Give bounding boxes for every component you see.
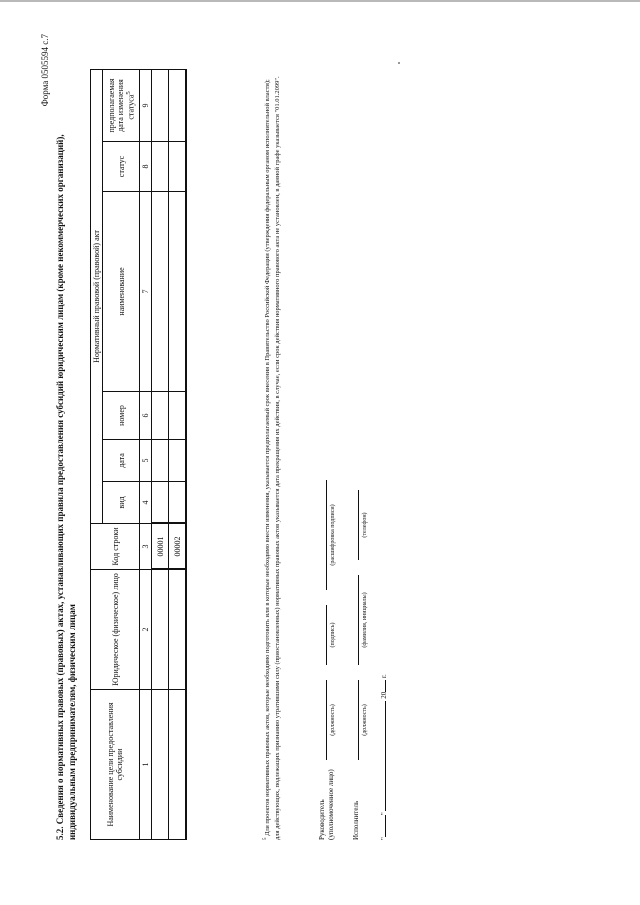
- cell-kind: [152, 482, 169, 524]
- head-position-line: [326, 680, 327, 760]
- executor-phone-line: [358, 490, 359, 560]
- cap-fio: (фамилия, инициалы): [362, 592, 368, 648]
- col-number-2: 2: [140, 570, 152, 690]
- footnote: [262, 70, 283, 840]
- cell-date: [169, 440, 187, 482]
- cell-purpose: [152, 690, 169, 840]
- head-sublabel: (уполномоченное лицо): [327, 769, 335, 840]
- th-npa-group: Нормативный правовой (правовой) акт: [91, 69, 103, 523]
- cap-phone: (телефон): [362, 512, 368, 538]
- th-number: номер: [103, 392, 140, 440]
- cap-signature: (подпись): [330, 622, 336, 648]
- th-purpose: Наименование цели предоставления субсидии: [91, 690, 140, 840]
- th-code: Код строки: [91, 524, 140, 570]
- cap-decode: (расшифровка подписи): [330, 504, 336, 566]
- date-quote-open: ": [380, 837, 388, 840]
- col-number-4: 4: [140, 482, 152, 524]
- col-number-7: 7: [140, 192, 152, 392]
- date-year-prefix: 20: [380, 691, 388, 699]
- cell-name: [152, 192, 169, 392]
- scan-edge-line: [0, 0, 640, 2]
- cap-position: (должность): [330, 704, 336, 736]
- cell-code: 00001: [152, 524, 169, 570]
- cell-entity: [169, 570, 187, 690]
- table-row: [169, 69, 187, 839]
- col-number-6: 6: [140, 392, 152, 440]
- col-number-5: 5: [140, 440, 152, 482]
- footnote-text: Для проектов нормативных правовых актов, которые необходимо подготовить или в которые необходимо внести изменения, указывается предполагаемый срок внесения в Правительство Российской Федерации (утверждения федеральным органом исполнительной власти); для действующих, подлежащих признанию утратившими силу (приостановленных) нормативных правовых актов указывается дата прекращения их действия, в случае, если срок действия нормативного правового акта не установлен, в данной графе указывается "01.01.2099".: [264, 76, 282, 840]
- executor-label: Исполнитель: [352, 800, 360, 840]
- col-number-8: 8: [140, 142, 152, 192]
- cell-status: [152, 142, 169, 192]
- section-heading: 5.2. Сведения о нормативных правовых (правовых) актах, устанавливающих правила предоставления субсидий юридическим лицам (кроме некоммерческих организаций), индивидуальным предпринимателям, физическим лицам: [55, 134, 78, 840]
- head-signature-line: [326, 605, 327, 665]
- date-line-block: [380, 674, 388, 840]
- col-number-3: 3: [140, 524, 152, 570]
- cell-status-date: [169, 69, 187, 141]
- rotated-page: [40, 30, 600, 870]
- th-status-date-text: предполагаемая дата изменения статуса: [106, 78, 136, 133]
- cell-status-date: [152, 69, 169, 141]
- head-decode-line: [326, 480, 327, 590]
- th-date: дата: [103, 440, 140, 482]
- npa-table: [90, 69, 187, 840]
- cell-kind: [169, 482, 187, 524]
- cell-number: [152, 392, 169, 440]
- col-number-9: 9: [140, 69, 152, 141]
- th-name: наименование: [103, 192, 140, 392]
- cell-number: [169, 392, 187, 440]
- th-status-date: [103, 69, 140, 141]
- cell-code: 00002: [169, 524, 187, 570]
- cap-executor-position: (должность): [362, 704, 368, 736]
- th-status-date-footnote-ref: 5: [124, 91, 132, 95]
- col-number-1: 1: [140, 690, 152, 840]
- table-row: [152, 69, 169, 839]
- cell-entity: [152, 570, 169, 690]
- date-month-blank: [385, 701, 386, 811]
- executor-fio-line: [358, 575, 359, 665]
- form-number: Форма 0505594 с.7: [40, 34, 50, 107]
- cell-purpose: [169, 690, 187, 840]
- th-kind: вид: [103, 482, 140, 524]
- footnote-marker: 5: [263, 837, 268, 840]
- date-day-blank: [385, 815, 386, 837]
- date-year-blank: [385, 680, 386, 692]
- cell-date: [152, 440, 169, 482]
- head-label: Руководитель: [318, 799, 326, 840]
- date-quote-close: ": [380, 812, 388, 816]
- cell-name: [169, 192, 187, 392]
- th-status: статус: [103, 142, 140, 192]
- th-entity: Юридическое (физическое) лицо: [91, 570, 140, 690]
- date-year-suffix: г.: [380, 674, 388, 679]
- executor-position-line: [358, 680, 359, 760]
- cell-status: [169, 142, 187, 192]
